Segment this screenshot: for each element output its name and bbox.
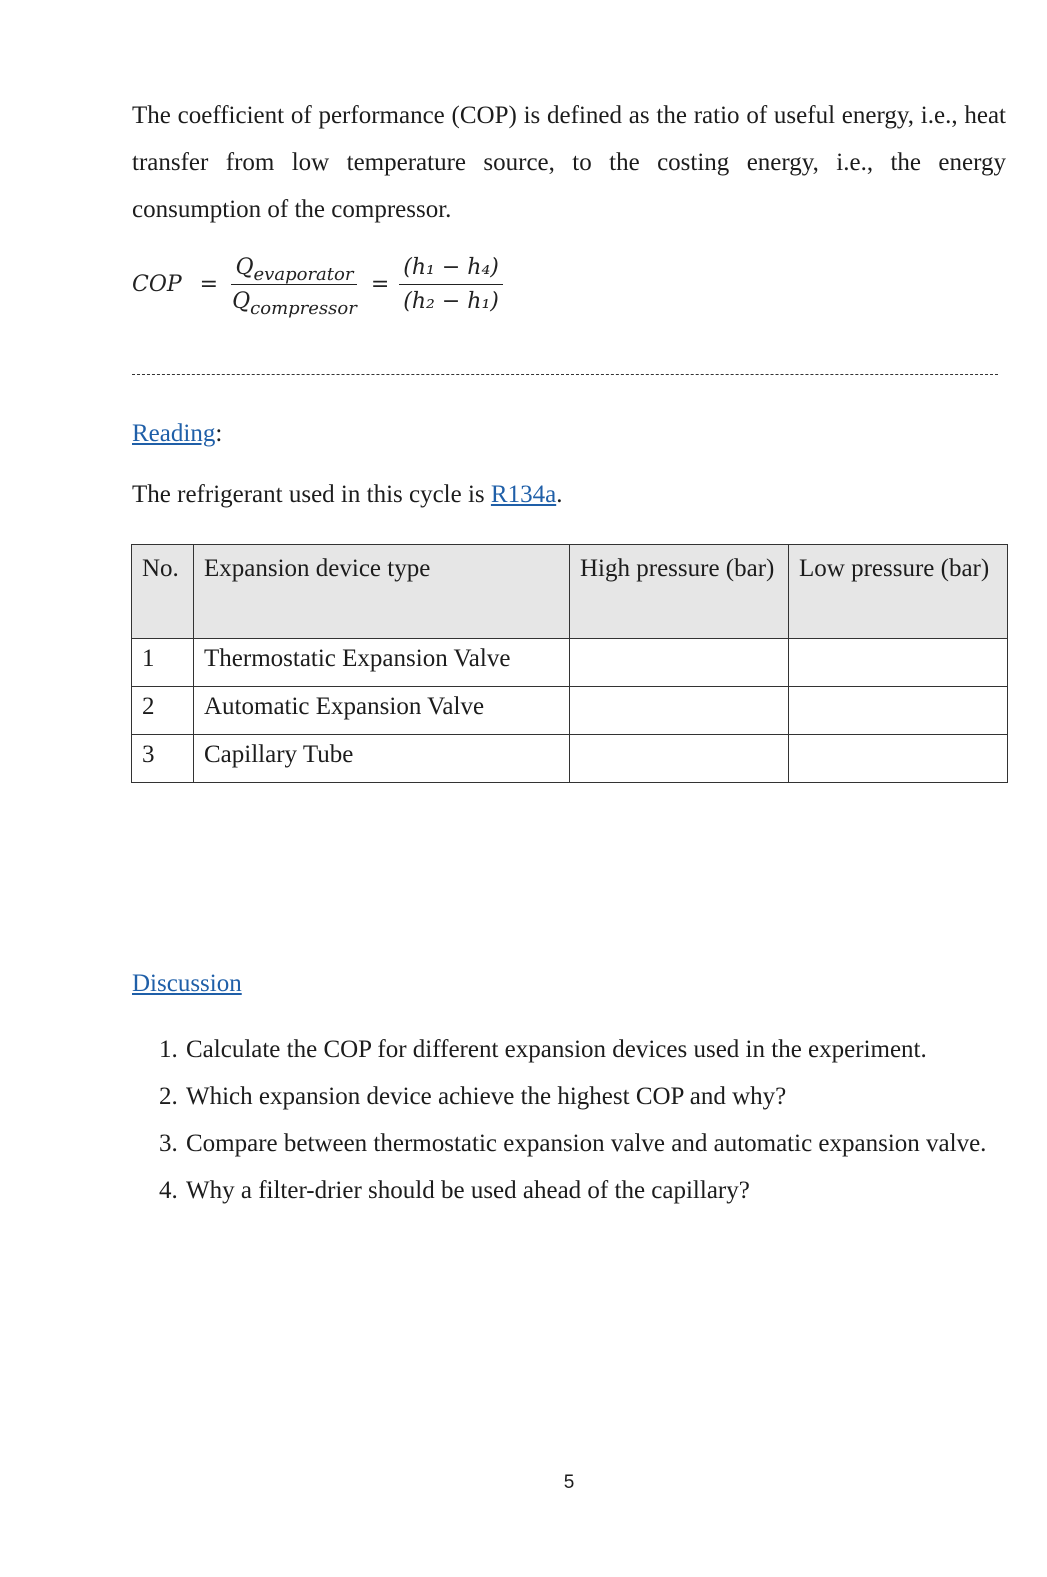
- cell-high-pressure[interactable]: [570, 687, 789, 735]
- cell-device-type: Thermostatic Expansion Valve: [194, 639, 570, 687]
- cell-no: 3: [132, 735, 194, 783]
- header-high-pressure: High pressure (bar): [570, 545, 789, 639]
- cell-high-pressure[interactable]: [570, 639, 789, 687]
- cell-device-type: Capillary Tube: [194, 735, 570, 783]
- cell-no: 2: [132, 687, 194, 735]
- formula-h-numerator: (h₁ − h₄): [399, 255, 503, 285]
- cell-low-pressure[interactable]: [789, 687, 1008, 735]
- list-item: 4. Why a filter-drier should be used ahead of the capillary?: [184, 1167, 1006, 1214]
- cell-low-pressure[interactable]: [789, 639, 1008, 687]
- table-row: [132, 687, 1008, 735]
- list-item: 3. Compare between thermostatic expansion valve and automatic expansion valve.: [184, 1120, 1006, 1167]
- formula-h-denominator: (h₂ − h₁): [403, 289, 499, 314]
- formula-q-denominator: $Q_{compressor}$: [232, 289, 357, 319]
- cop-formula: [132, 255, 503, 319]
- formula-equals-1: =: [199, 272, 219, 297]
- header-no: No.: [132, 545, 194, 639]
- table-header-row: [132, 545, 1008, 639]
- cell-low-pressure[interactable]: [789, 735, 1008, 783]
- header-device-type: Expansion device type: [194, 545, 570, 639]
- table-row: [132, 735, 1008, 783]
- formula-h-fraction: [399, 255, 503, 314]
- cell-high-pressure[interactable]: [570, 735, 789, 783]
- formula-equals-2: =: [370, 272, 390, 297]
- refrigerant-sentence: The refrigerant used in this cycle is R134a.: [132, 481, 563, 508]
- discussion-questions: [132, 1026, 1006, 1214]
- page-number: 5: [563, 1472, 575, 1493]
- discussion-heading: [132, 970, 242, 998]
- formula-q-numerator: $Q_{evaporator}$: [231, 255, 357, 285]
- table-row: [132, 639, 1008, 687]
- intro-paragraph: The coefficient of performance (COP) is defined as the ratio of useful energy, i.e., heat transfer from low temperature source, to the costing energy, i.e., the energy consumption of the compressor.: [132, 102, 1006, 223]
- list-item: 1. Calculate the COP for different expansion devices used in the experiment.: [184, 1026, 1006, 1073]
- list-item: 2. Which expansion device achieve the highest COP and why?: [184, 1073, 1006, 1120]
- formula-q-fraction: [228, 255, 361, 319]
- refrigerant-link[interactable]: R134a: [490, 481, 557, 508]
- cell-no: 1: [132, 639, 194, 687]
- formula-lhs: COP: [132, 272, 182, 297]
- reading-heading: Reading:: [132, 420, 223, 447]
- dashed-separator: [132, 374, 998, 375]
- reading-link[interactable]: Reading: [132, 420, 216, 447]
- readings-table: [131, 544, 1008, 783]
- header-low-pressure: Low pressure (bar): [789, 545, 1008, 639]
- cell-device-type: Automatic Expansion Valve: [194, 687, 570, 735]
- discussion-link[interactable]: Discussion: [132, 970, 242, 997]
